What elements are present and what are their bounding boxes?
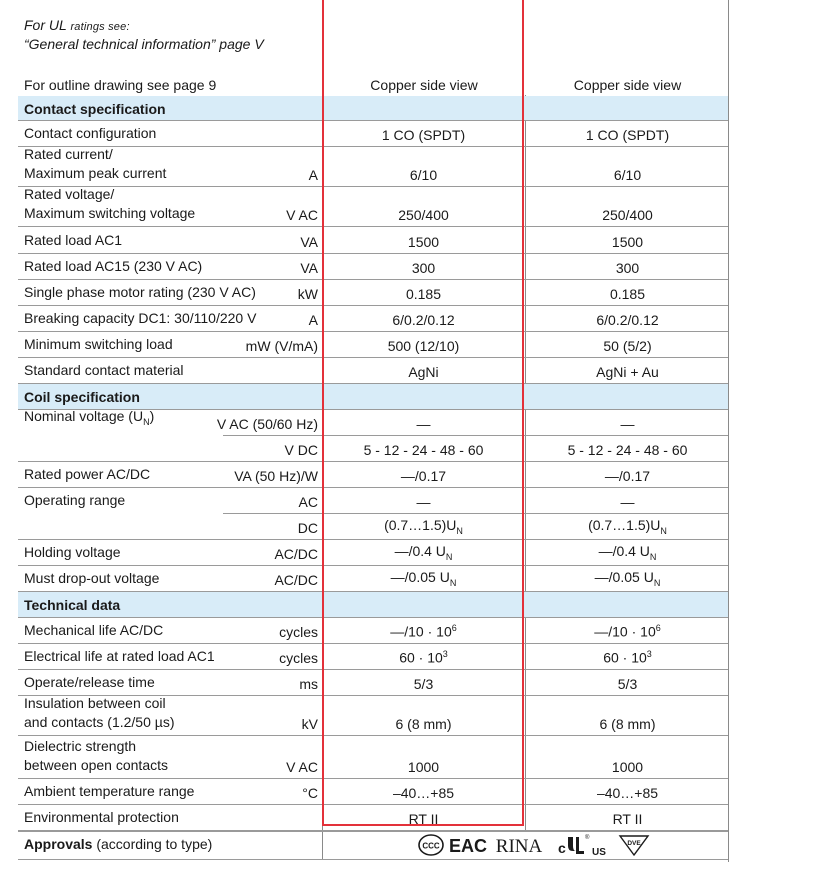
- row-value-2: [527, 234, 728, 250]
- row-value-2-text: 50 (5/2): [603, 338, 652, 354]
- row-value-2-text: 6/10: [613, 167, 642, 183]
- row-value-2-text: 6 (8 mm): [599, 716, 656, 732]
- row-label-subscript: N: [143, 417, 150, 427]
- row-value-1-text: —/0.17: [400, 468, 447, 484]
- row-value-1-text: 5/3: [413, 676, 434, 692]
- ul-recognized-icon: [556, 833, 608, 857]
- row-label-text: Breaking capacity DC1: 30/110/220 V: [24, 310, 257, 326]
- row-value-1-text: 250/400: [398, 207, 449, 223]
- row-value-1-subscript: N: [449, 578, 457, 588]
- row-value-2: [527, 785, 728, 801]
- row-label: [24, 231, 122, 250]
- row-value-2: [527, 207, 728, 223]
- row-value-2: [527, 442, 728, 458]
- row-unit: [309, 312, 318, 328]
- row-value-2: [527, 468, 728, 484]
- svg-text:®: ®: [585, 835, 590, 841]
- row-label-text: Nominal voltage (U: [24, 408, 144, 425]
- row-value-1-text: AgNi: [408, 364, 439, 380]
- rina-mark-icon: [492, 834, 546, 856]
- section-title: Technical data: [24, 597, 121, 613]
- row-value-1-text: —/0.4 U: [394, 543, 446, 560]
- row-value-2-text: 6/0.2/0.12: [596, 312, 659, 328]
- row-label-text: Rated load AC1: [24, 232, 123, 248]
- row-label: [24, 283, 256, 302]
- row-label-text: Standard contact material: [24, 362, 184, 378]
- row-unit: [286, 207, 318, 223]
- row-value-2-subscript: N: [649, 552, 657, 562]
- row-value-2: [527, 127, 728, 143]
- row-value-1-text: —/0.05 U: [390, 569, 450, 586]
- row-value-2: [527, 623, 728, 640]
- row-value-1-text: 6 (8 mm): [395, 716, 452, 732]
- row-value-1-text: 500 (12/10): [387, 338, 460, 354]
- row-label: [24, 185, 195, 223]
- section-title: Coil specification: [24, 389, 140, 405]
- svg-text:DVE: DVE: [627, 840, 641, 847]
- row-unit-text: A: [308, 167, 318, 183]
- row-label: [24, 543, 121, 562]
- row-label: [24, 465, 150, 484]
- row-unit-text: VA (50 Hz)/W: [234, 468, 318, 484]
- vde-mark-icon: [618, 834, 650, 856]
- svg-text:CCC: CCC: [422, 841, 440, 851]
- general-info-reference: “General technical information” page V: [24, 36, 264, 52]
- row-label: [24, 673, 155, 692]
- row-unit: [299, 494, 318, 510]
- row-value-1-text: —: [416, 494, 431, 510]
- row-label: [24, 737, 168, 775]
- row-unit-text: AC/DC: [274, 546, 318, 562]
- row-value-2-superscript: 3: [646, 649, 652, 660]
- row-value-2: [527, 286, 728, 302]
- row-value-2: [527, 416, 728, 432]
- row-unit: [298, 520, 318, 536]
- row-value-1-text: 1500: [407, 234, 440, 250]
- row-value-2-text: —/10 · 10: [594, 624, 656, 640]
- row-label-text: Operate/release time: [24, 674, 155, 690]
- row-value-2: [527, 494, 728, 510]
- row-value-1-text: 6/10: [409, 167, 438, 183]
- row-value-2: [527, 716, 728, 732]
- row-label-suffix: ): [149, 408, 155, 425]
- row-value-2: [527, 649, 728, 666]
- row-value-1-text: (0.7…1.5)U: [384, 517, 457, 534]
- row-label: [24, 808, 179, 827]
- row-unit: [300, 260, 318, 276]
- row-label-text: Insulation between coil and contacts (1.2/50 µs): [24, 695, 175, 730]
- row-label-text: Ambient temperature range: [24, 783, 195, 799]
- row-value-2-superscript: 6: [655, 623, 661, 634]
- row-value-1-text: 300: [411, 260, 436, 276]
- row-value-2-text: 1000: [611, 759, 644, 775]
- row-label-text: Must drop-out voltage: [24, 570, 160, 586]
- row-label: [24, 621, 163, 640]
- row-value-1-text: 1000: [407, 759, 440, 775]
- row-value-2: [527, 338, 728, 354]
- row-unit-text: VA: [300, 234, 318, 250]
- row-value-2-text: —: [620, 416, 635, 432]
- row-value-2: [527, 312, 728, 328]
- row-label-text: Electrical life at rated load AC1: [24, 648, 215, 664]
- row-unit: [302, 716, 318, 732]
- row-value-2-text: 250/400: [602, 207, 653, 223]
- row-value-1-text: 5 - 12 - 24 - 48 - 60: [363, 442, 484, 458]
- row-label: [24, 782, 194, 801]
- row-value-2-text: AgNi + Au: [596, 364, 659, 380]
- row-unit-text: mW (V/mA): [245, 338, 318, 354]
- row-value-2: [527, 676, 728, 692]
- row-unit-text: kV: [301, 716, 318, 732]
- row-value-2-subscript: N: [653, 578, 661, 588]
- row-label: [24, 407, 154, 432]
- row-value-1-text: —/10 · 10: [390, 624, 452, 640]
- row-unit-text: cycles: [279, 624, 318, 640]
- row-unit-text: V AC (50/60 Hz): [216, 416, 318, 432]
- row-value-2-text: (0.7…1.5)U: [588, 517, 661, 534]
- row-unit-text: V AC: [286, 207, 318, 223]
- row-value-2-text: 5/3: [617, 676, 638, 692]
- row-unit: [234, 468, 318, 484]
- row-value-2-subscript: N: [660, 526, 667, 536]
- row-value-2-text: 300: [615, 260, 640, 276]
- row-label-text: Operating range: [24, 492, 126, 508]
- row-value-2-text: –40…+85: [596, 785, 659, 801]
- row-unit: [298, 286, 318, 302]
- row-unit: [299, 676, 318, 692]
- row-unit: [300, 234, 318, 250]
- row-unit: [274, 546, 318, 562]
- row-value-1-text: 60 · 10: [399, 650, 443, 666]
- svg-text:RINA: RINA: [495, 836, 543, 857]
- row-value-2: [527, 543, 728, 562]
- row-label-text: Single phase motor rating (230 V AC): [24, 284, 256, 300]
- row-unit: [302, 785, 318, 801]
- row-unit-text: ms: [299, 676, 318, 692]
- column-header-2: Copper side view: [573, 77, 682, 93]
- row-label: [24, 309, 256, 328]
- row-value-1-text: —: [416, 416, 431, 432]
- row-label: [24, 569, 159, 588]
- row-value-1-superscript: 6: [451, 623, 457, 634]
- row-label-text: Mechanical life AC/DC: [24, 622, 164, 638]
- svg-text:c: c: [558, 840, 566, 856]
- row-value-1-text: 0.185: [405, 286, 442, 302]
- row-label-text: Rated power AC/DC: [24, 466, 151, 482]
- row-value-2-text: —/0.05 U: [594, 569, 654, 586]
- ccc-mark-icon: [418, 834, 444, 856]
- approval-marks: [418, 832, 650, 858]
- row-label-text: Holding voltage: [24, 544, 121, 560]
- row-value-2-text: —/0.4 U: [598, 543, 650, 560]
- row-value-1-superscript: 3: [442, 649, 448, 660]
- row-label: [24, 491, 125, 510]
- row-unit: [217, 416, 318, 432]
- row-label: [24, 124, 156, 143]
- row-label-text: Minimum switching load: [24, 336, 173, 352]
- row-value-2: [527, 811, 728, 827]
- row-unit-text: DC: [297, 520, 318, 536]
- row-value-2-text: RT II: [612, 811, 643, 827]
- row-value-2-text: 60 · 10: [603, 650, 647, 666]
- table-right-border: [728, 0, 729, 862]
- row-value-2-text: 0.185: [609, 286, 646, 302]
- row-unit-text: AC/DC: [274, 572, 318, 588]
- approvals-bottom-line: [18, 859, 728, 860]
- row-unit-text: VA: [300, 260, 318, 276]
- row-value-2: [527, 569, 728, 588]
- row-unit-text: V AC: [286, 759, 318, 775]
- row-label-text: Dielectric strength between open contacts: [24, 738, 168, 773]
- row-unit: [274, 572, 318, 588]
- highlight-column-frame: [322, 0, 524, 826]
- row-value-1-text: –40…+85: [392, 785, 455, 801]
- row-unit-text: kW: [297, 286, 318, 302]
- outline-drawing-note: For outline drawing see page 9: [24, 77, 217, 93]
- row-value-2-text: 1 CO (SPDT): [585, 127, 670, 143]
- row-value-2: [527, 517, 728, 536]
- row-value-2-text: —/0.17: [604, 468, 651, 484]
- row-label-text: Rated load AC15 (230 V AC): [24, 258, 203, 274]
- row-value-2-text: 1500: [611, 234, 644, 250]
- row-unit: [246, 338, 318, 354]
- row-value-2: [527, 364, 728, 380]
- svg-text:EAC: EAC: [448, 836, 488, 856]
- row-value-1-text: 1 CO (SPDT): [381, 127, 466, 143]
- row-unit: [285, 442, 318, 458]
- row-value-2-text: 5 - 12 - 24 - 48 - 60: [567, 442, 688, 458]
- row-label: [24, 647, 215, 666]
- row-unit: [279, 624, 318, 640]
- eac-mark-icon: [448, 834, 488, 856]
- column-header-1: Copper side view: [370, 77, 478, 93]
- section-title: Contact specification: [24, 100, 166, 117]
- row-value-2: [527, 759, 728, 775]
- row-label: [24, 145, 166, 183]
- row-unit-text: cycles: [279, 650, 318, 666]
- row-unit-text: AC: [298, 494, 318, 510]
- row-value-1-text: 6/0.2/0.12: [392, 312, 455, 328]
- row-label: [24, 257, 202, 276]
- row-value-2: [527, 167, 728, 183]
- row-label-text: Rated voltage/ Maximum switching voltage: [24, 186, 196, 221]
- row-unit-text: V DC: [284, 442, 318, 458]
- row-unit-text: A: [308, 312, 318, 328]
- row-value-1-subscript: N: [445, 552, 453, 562]
- row-label-text: Contact configuration: [24, 125, 157, 141]
- row-label: [24, 694, 174, 732]
- row-value-2-text: —: [620, 494, 635, 510]
- svg-text:US: US: [592, 847, 606, 858]
- row-unit: [286, 759, 318, 775]
- row-unit: [309, 167, 318, 183]
- row-value-1-text: RT II: [408, 811, 439, 827]
- row-label: [24, 335, 173, 354]
- row-value-1-subscript: N: [456, 526, 463, 536]
- row-label: [24, 361, 184, 380]
- row-label-text: Rated current/ Maximum peak current: [24, 146, 167, 181]
- row-unit-text: °C: [302, 785, 318, 801]
- ul-ratings-note: For UL ratings see:: [24, 17, 130, 33]
- row-unit: [279, 650, 318, 666]
- row-label-text: Environmental protection: [24, 809, 179, 825]
- row-value-2: [527, 260, 728, 276]
- approvals-label: Approvals (according to type): [24, 836, 213, 852]
